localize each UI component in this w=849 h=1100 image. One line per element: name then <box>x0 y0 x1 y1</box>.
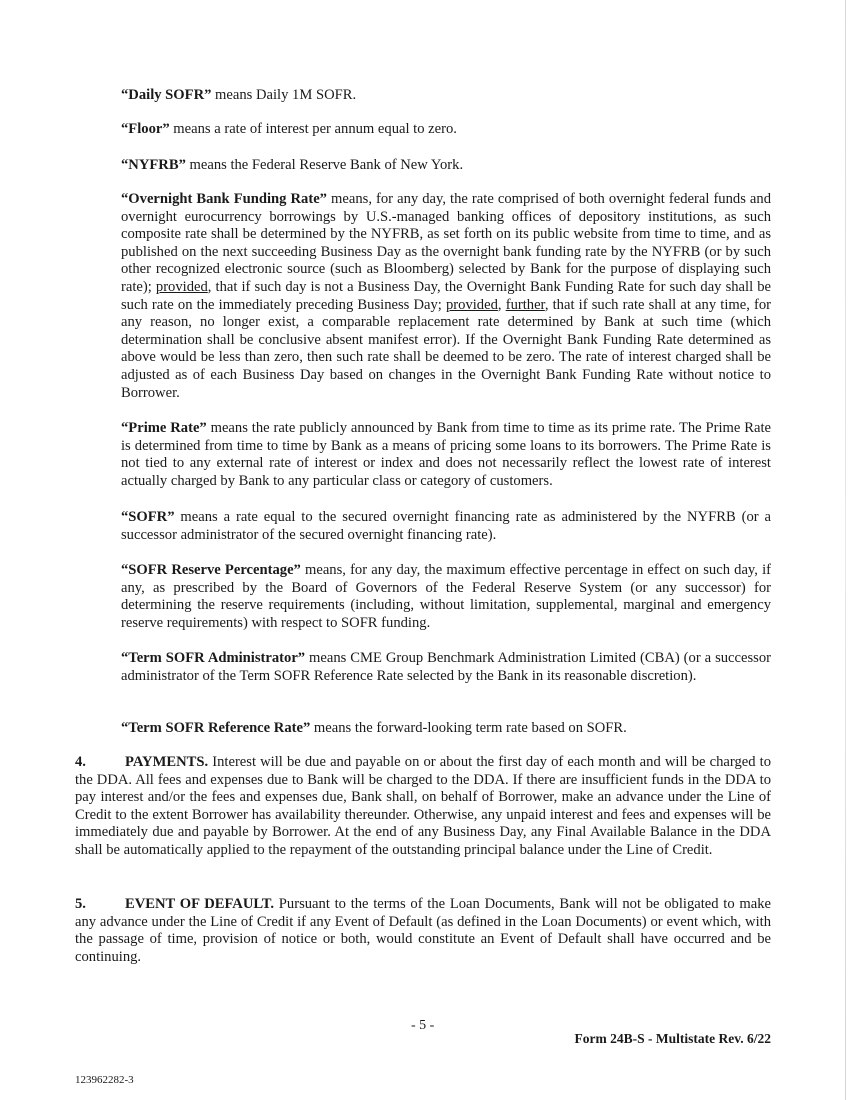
definition-text: means the forward-looking term rate based on SOFR. <box>310 720 627 736</box>
definition-sofr <box>121 509 771 544</box>
section-title: PAYMENTS. <box>125 754 209 770</box>
definition-text: , that if such day is not a Business Day, the Overnight Bank Funding Rate for such day shall be such rate on the immediately preceding Business Day; <box>121 278 771 313</box>
defined-term: “SOFR Reserve Percentage” <box>121 562 301 578</box>
section-text: Pursuant to the terms of the Loan Documents, Bank will not be obligated to make any advance under the Line of Credit if any Event of Default (as defined in the Loan Documents) or event which, with the passage of time, provision of notice or both, would constitute an Event of Default shall have occurred and be continuing. <box>75 896 771 965</box>
definition-text: , <box>497 296 506 313</box>
definition-text: means, for any day, the rate comprised of both overnight federal funds and overnight eurocurrency borrowings by U.S.-managed banking offices of depository institutions, as such composite rate shall be determined by the NYFRB, as set forth on its public website from time to time, and as published on the next succeeding Business Day as the overnight bank funding rate by the NYFRB (or by such other recognized electronic source (such as Bloomberg) selected by Bank for the purpose of displaying such rate); <box>121 191 771 295</box>
definition-overnight-bank-funding-rate <box>121 191 771 402</box>
section-payments <box>75 754 771 860</box>
definition-daily-sofr <box>121 87 771 105</box>
definition-floor <box>121 121 771 139</box>
section-title: EVENT OF DEFAULT. <box>125 896 275 912</box>
definition-text: means a rate equal to the secured overnight financing rate as administered by the NYFRB (or a successor administrator of the secured overnight financing rate). <box>121 509 771 543</box>
definition-sofr-reserve-percentage <box>121 562 771 632</box>
section-event-of-default <box>75 896 771 966</box>
definition-term-sofr-administrator <box>121 650 771 685</box>
definition-text: means Daily 1M SOFR. <box>211 87 357 103</box>
section-text: Interest will be due and payable on or about the first day of each month and will be charged to the DDA. All fees and expenses due to Bank will be charged to the DDA. If there are insufficient funds in the DDA to pay interest and/or the fees and expenses due, Bank shall, on behalf of Borrower, make an advance under the Line of Credit to the extent Borrower has availability thereunder. Otherwise, any unpaid interest and fees and expenses will be immediately due and payable by Borrower. At the end of any Business Day, any Final Available Balance in the DDA shall be automatically applied to the repayment of the outstanding principal balance under the Line of Credit. <box>75 754 771 858</box>
defined-term: “Prime Rate” <box>121 420 207 436</box>
further-word: further <box>505 296 545 313</box>
defined-term: “NYFRB” <box>121 157 186 173</box>
definition-text: means CME Group Benchmark Administration Limited (CBA) (or a successor administrator of the Term SOFR Reference Rate selected by the Bank in its reasonable discretion). <box>121 650 771 684</box>
page-number: - 5 - <box>411 1018 435 1033</box>
provided-word: provided <box>446 296 498 313</box>
definition-text: means the Federal Reserve Bank of New York. <box>185 157 464 173</box>
definition-text: means, for any day, the maximum effective percentage in effect on such day, if any, as prescribed by the Board of Governors of the Federal Reserve System (or any successor) for determining the reserve requirements (including, without limitation, supplemental, marginal and emergency reserve requirements) with respect to SOFR funding. <box>121 562 771 631</box>
defined-term: “SOFR” <box>121 509 175 525</box>
provided-word: provided <box>155 278 208 295</box>
defined-term: “Term SOFR Reference Rate” <box>121 720 311 736</box>
defined-term: “Daily SOFR” <box>121 87 212 103</box>
definition-nyfrb <box>121 157 771 175</box>
page-edge <box>845 0 846 1100</box>
defined-term: “Term SOFR Administrator” <box>121 650 306 666</box>
definition-prime-rate <box>121 420 771 490</box>
definition-text: , that if such rate shall at any time, for any reason, no longer exist, a comparable replacement rate determined by Bank at such time (which determination shall be conclusive absent manifest error). If the Overnight Bank Funding Rate determined as above would be less than zero, then such rate shall be deemed to be zero. The rate of interest charged shall be adjusted as of each Business Day based on changes in the Overnight Bank Funding Rate without notice to Borrower. <box>121 296 772 401</box>
defined-term: “Overnight Bank Funding Rate” <box>121 191 327 207</box>
defined-term: “Floor” <box>121 121 170 137</box>
form-identifier: Form 24B-S - Multistate Rev. 6/22 <box>574 1031 771 1046</box>
definition-text: means a rate of interest per annum equal to zero. <box>169 121 457 137</box>
section-number: 5. <box>75 896 86 912</box>
definition-term-sofr-reference-rate <box>121 720 771 738</box>
document-id: 123962282-3 <box>75 1074 134 1086</box>
section-number: 4. <box>75 754 86 770</box>
definition-text: means the rate publicly announced by Bank from time to time as its prime rate. The Prime Rate is determined from time to time by Bank as a means of pricing some loans to its borrowers. The Prime Rate is not tied to any external rate of interest or index and does not necessarily reflect the lowest rate of interest actually charged by Bank to any particular class or category of customers. <box>121 420 771 489</box>
